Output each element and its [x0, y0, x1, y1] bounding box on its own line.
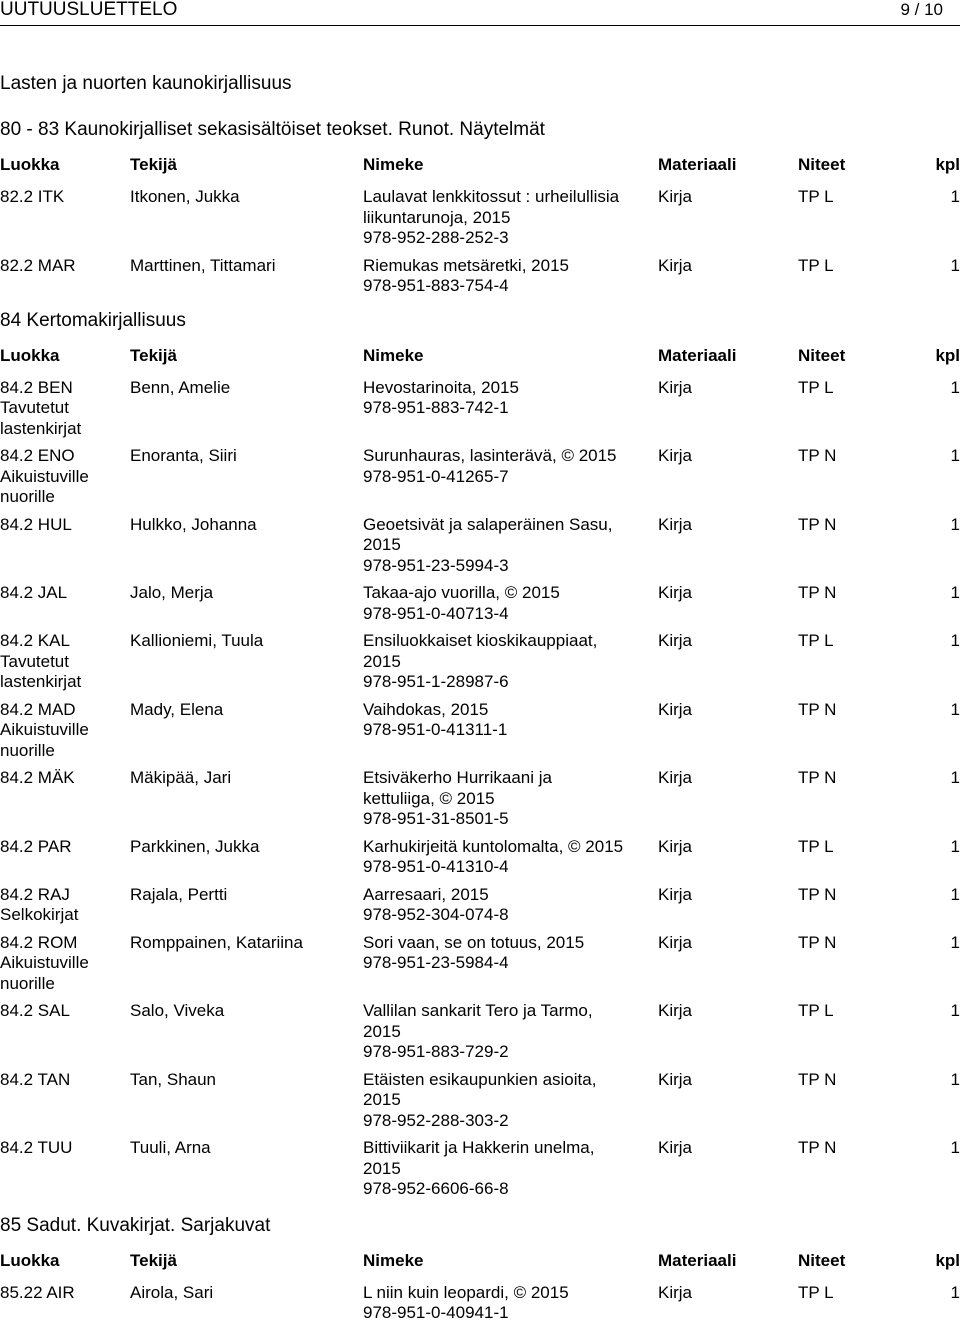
nimeke-line: Sori vaan, se on totuus, 2015: [363, 932, 585, 952]
nimeke-line: Vaihdokas, 2015: [363, 699, 489, 719]
table-row: [0, 837, 960, 878]
column-header-materiaali: Materiaali: [658, 1250, 737, 1270]
luokka-line: 84.2 PAR: [0, 836, 72, 856]
nimeke-line: Etsiväkerho Hurrikaani ja: [363, 768, 552, 787]
nimeke-line: 978-951-0-41311-1: [363, 720, 508, 739]
nimeke-line: Aarresaari, 2015: [363, 884, 489, 904]
cell-nimeke: [363, 885, 658, 926]
luokka-line: 84.2 SAL: [0, 1001, 70, 1020]
luokka-line: Aikuistuville: [0, 953, 89, 972]
column-header-materiaali: Materiaali: [658, 155, 737, 174]
cell-kpl: 1: [950, 583, 960, 602]
cell-luokka: [0, 515, 130, 577]
nimeke-line: 978-951-31-8501-5: [363, 809, 509, 828]
cell-materiaali: Kirja: [658, 1282, 693, 1302]
cell-nimeke: [363, 837, 658, 878]
cell-niteet: TP L: [798, 255, 834, 275]
cell-kpl: 1: [950, 1069, 960, 1089]
cell-tekija: Tan, Shaun: [130, 1069, 217, 1089]
cell-niteet: TP N: [798, 768, 837, 787]
column-header-materiaali: Materiaali: [658, 345, 737, 365]
document-title: UUTUUSLUETTELO: [0, 0, 178, 20]
nimeke-line: 978-951-883-754-4: [363, 276, 509, 295]
cell-luokka: [0, 933, 130, 995]
cell-luokka: [0, 837, 130, 878]
nimeke-line: Vallilan sankarit Tero ja Tarmo,: [363, 1001, 593, 1020]
cell-materiaali: Kirja: [658, 255, 693, 275]
nimeke-line: 978-951-0-40941-1: [363, 1303, 509, 1322]
cell-materiaali: Kirja: [658, 514, 693, 534]
cell-materiaali: Kirja: [658, 446, 693, 465]
nimeke-line: liikuntarunoja, 2015: [363, 207, 511, 227]
nimeke-line: 2015: [363, 535, 401, 554]
column-header-kpl: kpl: [935, 155, 960, 174]
cell-kpl: 1: [950, 884, 960, 904]
nimeke-line: 978-952-304-074-8: [363, 905, 509, 924]
table-row: [0, 583, 960, 624]
column-header-niteet: Niteet: [798, 155, 846, 174]
cell-niteet: TP N: [798, 699, 837, 719]
cell-niteet: TP N: [798, 583, 837, 602]
cell-materiaali: Kirja: [658, 699, 693, 719]
cell-tekija: Airola, Sari: [130, 1282, 214, 1302]
nimeke-line: 978-952-288-252-3: [363, 228, 509, 247]
cell-kpl: 1: [950, 1001, 960, 1020]
luokka-line: Selkokirjat: [0, 905, 79, 924]
cell-kpl: 1: [950, 446, 960, 465]
cell-kpl: 1: [950, 932, 960, 952]
cell-nimeke: [363, 515, 658, 577]
column-header-niteet: Niteet: [798, 1250, 846, 1270]
table-row: [0, 1070, 960, 1132]
section-title: Lasten ja nuorten kaunokirjallisuus: [0, 73, 292, 94]
group-title: 80 - 83 Kaunokirjalliset sekasisältöiset teokset. Runot. Näytelmät: [0, 119, 545, 140]
nimeke-line: Ensiluokkaiset kioskikauppiaat,: [363, 631, 598, 650]
cell-tekija: Jalo, Merja: [130, 583, 214, 602]
luokka-line: 84.2 TUU: [0, 1138, 73, 1157]
cell-nimeke: [363, 1138, 658, 1200]
luokka-line: 84.2 JAL: [0, 583, 68, 602]
nimeke-line: Geoetsivät ja salaperäinen Sasu,: [363, 514, 613, 534]
cell-nimeke: [363, 1283, 658, 1324]
cell-nimeke: [363, 1070, 658, 1132]
cell-nimeke: [363, 583, 658, 624]
cell-materiaali: Kirja: [658, 1001, 693, 1020]
cell-kpl: 1: [950, 631, 960, 650]
cell-luokka: [0, 768, 130, 830]
luokka-line: 85.22 AIR: [0, 1282, 75, 1302]
cell-kpl: 1: [950, 377, 960, 397]
cell-luokka: [0, 583, 130, 624]
cell-materiaali: Kirja: [658, 884, 693, 904]
luokka-line: 84.2 ENO: [0, 446, 75, 465]
table-header: [0, 155, 960, 175]
nimeke-line: 978-952-6606-66-8: [363, 1179, 509, 1198]
nimeke-line: Laulavat lenkkitossut : urheilullisia: [363, 187, 620, 206]
luokka-line: Aikuistuville: [0, 720, 89, 739]
table-row: [0, 256, 960, 297]
cell-niteet: TP N: [798, 446, 837, 465]
cell-materiaali: Kirja: [658, 631, 693, 650]
cell-tekija: Mäkipää, Jari: [130, 768, 232, 787]
table-row: [0, 700, 960, 762]
cell-luokka: [0, 1070, 130, 1132]
table-row: [0, 1001, 960, 1063]
luokka-line: nuorille: [0, 740, 55, 760]
cell-luokka: [0, 1283, 130, 1324]
luokka-line: 84.2 TAN: [0, 1069, 71, 1089]
nimeke-line: 978-951-23-5984-4: [363, 953, 509, 972]
nimeke-line: 978-951-1-28987-6: [363, 672, 509, 691]
cell-kpl: 1: [950, 187, 960, 206]
column-header-kpl: kpl: [935, 345, 960, 365]
cell-tekija: Tuuli, Arna: [130, 1138, 211, 1157]
header-divider: [0, 25, 960, 26]
cell-niteet: TP N: [798, 1069, 837, 1089]
cell-kpl: 1: [950, 514, 960, 534]
luokka-line: 84.2 ROM: [0, 932, 78, 952]
table-row: [0, 515, 960, 577]
group-title: 85 Sadut. Kuvakirjat. Sarjakuvat: [0, 1214, 271, 1236]
cell-tekija: Kallioniemi, Tuula: [130, 631, 264, 650]
cell-nimeke: [363, 768, 658, 830]
luokka-line: nuorille: [0, 487, 55, 506]
cell-luokka: [0, 378, 130, 440]
cell-materiaali: Kirja: [658, 932, 693, 952]
column-header-nimeke: Nimeke: [363, 155, 424, 174]
cell-niteet: TP L: [798, 1282, 834, 1302]
group-title: 84 Kertomakirjallisuus: [0, 309, 186, 331]
catalog-groups: [0, 118, 960, 1324]
cell-niteet: TP N: [798, 1138, 837, 1157]
luokka-line: lastenkirjat: [0, 418, 82, 438]
cell-luokka: [0, 187, 130, 249]
cell-niteet: TP L: [798, 836, 834, 856]
nimeke-line: 978-951-883-729-2: [363, 1042, 509, 1061]
cell-materiaali: Kirja: [658, 377, 693, 397]
cell-luokka: [0, 700, 130, 762]
cell-luokka: [0, 885, 130, 926]
nimeke-line: Riemukas metsäretki, 2015: [363, 255, 569, 275]
cell-nimeke: [363, 256, 658, 297]
column-header-tekija: Tekijä: [130, 1250, 177, 1270]
cell-niteet: TP N: [798, 884, 837, 904]
catalog-content: [0, 72, 960, 1331]
nimeke-line: 2015: [363, 651, 401, 671]
cell-kpl: 1: [950, 255, 960, 275]
luokka-line: nuorille: [0, 973, 55, 993]
cell-kpl: 1: [950, 1138, 960, 1157]
luokka-line: 84.2 MÄK: [0, 768, 75, 787]
cell-tekija: Romppainen, Katariina: [130, 932, 303, 952]
table-row: [0, 768, 960, 830]
column-header-luokka: Luokka: [0, 155, 60, 174]
luokka-line: Tavutetut: [0, 651, 69, 671]
table-row: [0, 631, 960, 693]
nimeke-line: Takaa-ajo vuorilla, © 2015: [363, 583, 560, 602]
nimeke-line: 978-951-23-5994-3: [363, 555, 509, 575]
nimeke-line: 2015: [363, 1090, 401, 1109]
cell-nimeke: [363, 700, 658, 762]
cell-kpl: 1: [950, 699, 960, 719]
cell-niteet: TP N: [798, 932, 837, 952]
column-header-luokka: Luokka: [0, 345, 60, 365]
table-row: [0, 187, 960, 249]
cell-tekija: Benn, Amelie: [130, 377, 231, 397]
cell-luokka: [0, 1138, 130, 1200]
nimeke-line: Bittiviikarit ja Hakkerin unelma,: [363, 1138, 595, 1157]
cell-materiaali: Kirja: [658, 583, 693, 602]
cell-nimeke: [363, 378, 658, 440]
cell-nimeke: [363, 446, 658, 508]
cell-tekija: Enoranta, Siiri: [130, 446, 237, 465]
luokka-line: 82.2 MAR: [0, 255, 76, 275]
luokka-line: 84.2 BEN: [0, 377, 73, 397]
page-number: 9 / 10: [900, 0, 943, 19]
table-row: [0, 1138, 960, 1200]
column-header-nimeke: Nimeke: [363, 1250, 424, 1270]
cell-luokka: [0, 256, 130, 297]
cell-niteet: TP L: [798, 1001, 834, 1020]
cell-luokka: [0, 1001, 130, 1063]
nimeke-line: 978-951-883-742-1: [363, 398, 509, 417]
cell-tekija: Marttinen, Tittamari: [130, 255, 276, 275]
luokka-line: 82.2 ITK: [0, 187, 65, 206]
nimeke-line: Surunhauras, lasinterävä, © 2015: [363, 446, 617, 465]
nimeke-line: Hevostarinoita, 2015: [363, 377, 519, 397]
luokka-line: 84.2 HUL: [0, 514, 72, 534]
cell-luokka: [0, 446, 130, 508]
nimeke-line: L niin kuin leopardi, © 2015: [363, 1282, 569, 1302]
cell-tekija: Salo, Viveka: [130, 1001, 225, 1020]
nimeke-line: kettuliiga, © 2015: [363, 788, 495, 808]
nimeke-line: Etäisten esikaupunkien asioita,: [363, 1069, 597, 1089]
cell-materiaali: Kirja: [658, 187, 693, 206]
cell-materiaali: Kirja: [658, 836, 693, 856]
table-row: [0, 933, 960, 995]
cell-nimeke: [363, 933, 658, 995]
nimeke-line: 978-951-0-41310-4: [363, 857, 509, 876]
cell-nimeke: [363, 187, 658, 249]
cell-tekija: Hulkko, Johanna: [130, 514, 257, 534]
cell-nimeke: [363, 631, 658, 693]
cell-kpl: 1: [950, 768, 960, 787]
nimeke-line: 2015: [363, 1021, 401, 1041]
column-header-tekija: Tekijä: [130, 155, 177, 174]
luokka-line: 84.2 KAL: [0, 631, 70, 650]
cell-tekija: Mady, Elena: [130, 699, 224, 719]
cell-luokka: [0, 631, 130, 693]
table-row: [0, 446, 960, 508]
table-header: [0, 346, 960, 366]
luokka-line: 84.2 MAD: [0, 699, 76, 719]
luokka-line: Tavutetut: [0, 398, 69, 417]
column-header-nimeke: Nimeke: [363, 345, 424, 365]
cell-kpl: 1: [950, 1282, 960, 1302]
table-row: [0, 885, 960, 926]
cell-kpl: 1: [950, 836, 960, 856]
cell-niteet: TP N: [798, 514, 837, 534]
table-row: [0, 1283, 960, 1324]
cell-nimeke: [363, 1001, 658, 1063]
cell-materiaali: Kirja: [658, 1138, 693, 1157]
table-row: [0, 378, 960, 440]
column-header-tekija: Tekijä: [130, 345, 177, 365]
cell-tekija: Rajala, Pertti: [130, 884, 228, 904]
nimeke-line: 978-951-0-41265-7: [363, 466, 509, 486]
cell-tekija: Parkkinen, Jukka: [130, 836, 260, 856]
luokka-line: lastenkirjat: [0, 672, 82, 691]
column-header-kpl: kpl: [935, 1250, 960, 1270]
cell-niteet: TP L: [798, 377, 834, 397]
cell-niteet: TP L: [798, 187, 834, 206]
cell-materiaali: Kirja: [658, 1069, 693, 1089]
nimeke-line: Karhukirjeitä kuntolomalta, © 2015: [363, 836, 624, 856]
luokka-line: 84.2 RAJ: [0, 884, 70, 904]
luokka-line: Aikuistuville: [0, 466, 89, 486]
column-header-luokka: Luokka: [0, 1250, 60, 1270]
nimeke-line: 978-952-288-303-2: [363, 1110, 509, 1130]
table-header: [0, 1251, 960, 1271]
column-header-niteet: Niteet: [798, 345, 846, 365]
nimeke-line: 2015: [363, 1158, 401, 1178]
cell-niteet: TP L: [798, 631, 834, 650]
cell-materiaali: Kirja: [658, 768, 693, 787]
cell-tekija: Itkonen, Jukka: [130, 187, 240, 206]
nimeke-line: 978-951-0-40713-4: [363, 603, 509, 623]
